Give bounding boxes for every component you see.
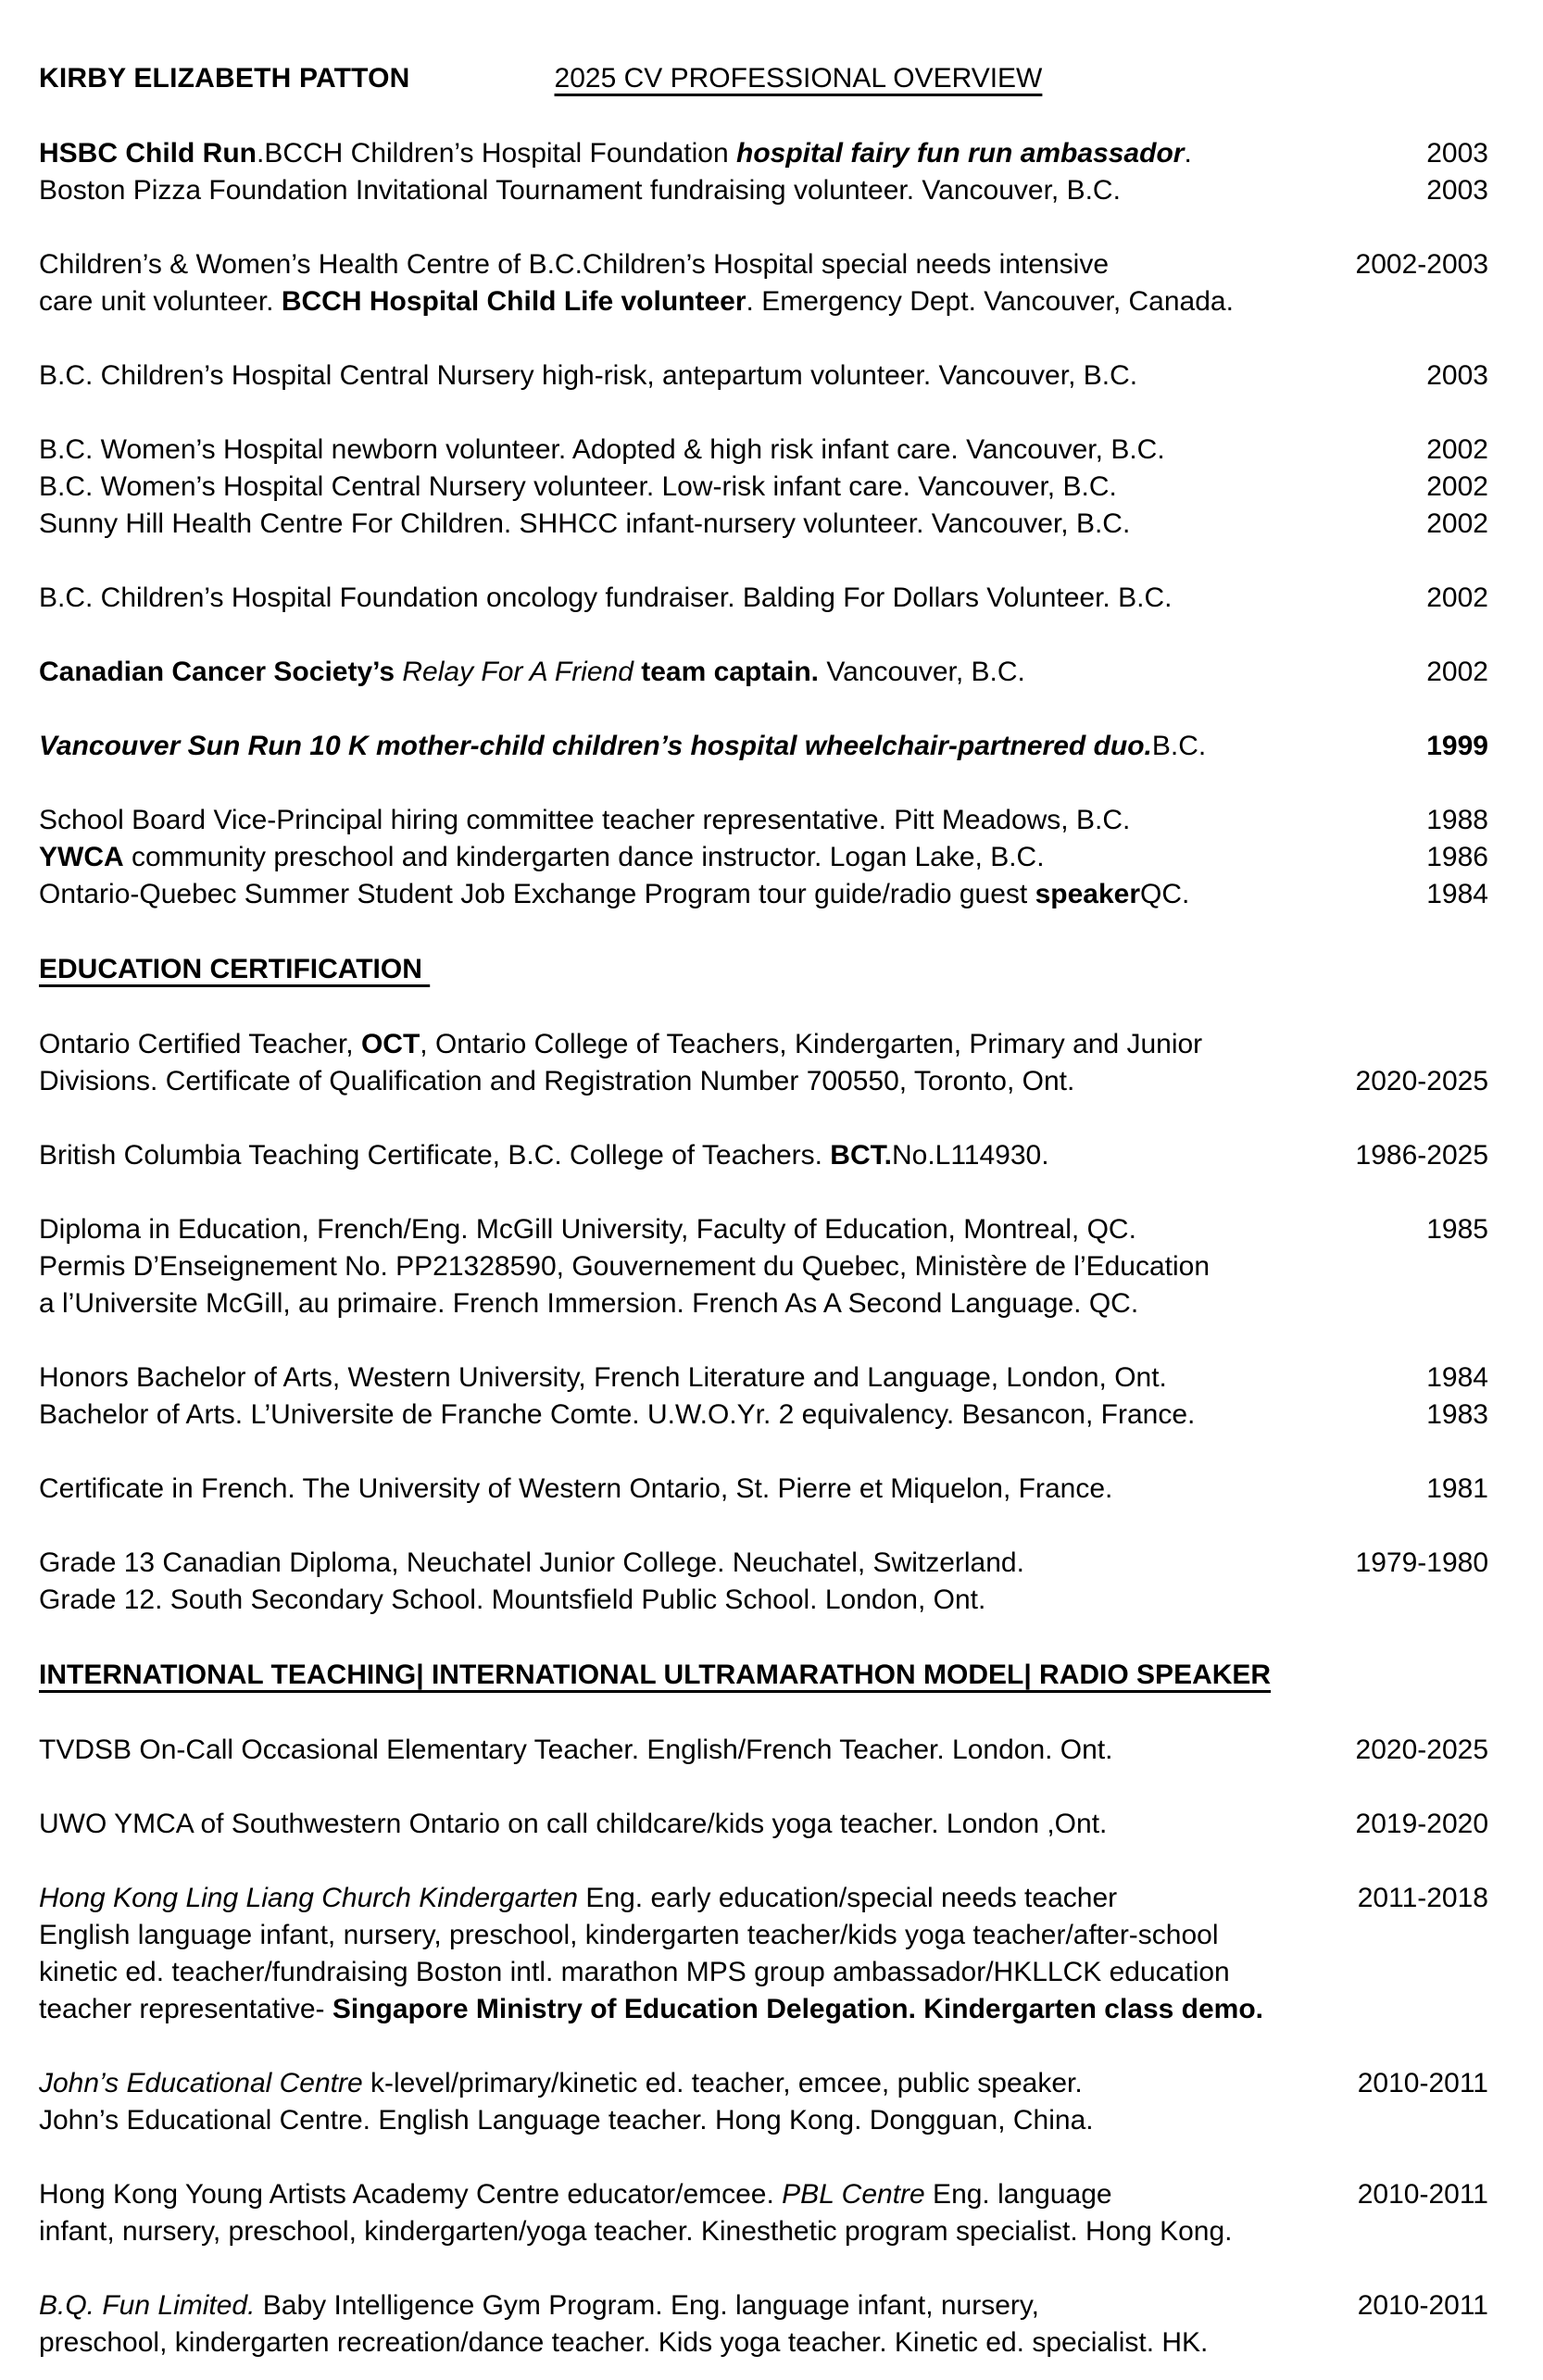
- cv-line: [39, 728, 1488, 765]
- cv-line-text: preschool, kindergarten recreation/dance teacher. Kids yoga teacher. Kinetic ed. specialist. HK.: [39, 2327, 1209, 2358]
- cv-date: 2003: [1426, 138, 1488, 169]
- cv-paragraph: [39, 1471, 1488, 1508]
- cv-line: [39, 876, 1488, 913]
- cv-line: [39, 1397, 1488, 1434]
- cv-line: [39, 1063, 1488, 1100]
- cv-line-text: teacher representative- Singapore Ministry of Education Delegation. Kindergarten class demo.: [39, 1994, 1264, 2024]
- cv-paragraph: [39, 1806, 1488, 1843]
- cv-date: 1986: [1426, 842, 1488, 872]
- cv-line: [39, 1137, 1488, 1174]
- cv-paragraph: [39, 357, 1488, 395]
- cv-line: [39, 1880, 1488, 1917]
- author-name: KIRBY ELIZABETH PATTON: [39, 63, 410, 94]
- cv-line: [39, 1471, 1488, 1508]
- cv-date: 1999: [1426, 731, 1488, 761]
- cv-line-text: kinetic ed. teacher/fundraising Boston intl. marathon MPS group ambassador/HKLLCK education: [39, 1957, 1230, 1987]
- cv-line: [39, 1211, 1488, 1248]
- section-heading: [39, 1656, 1488, 1695]
- cv-line-text: John’s Educational Centre k-level/primary/kinetic ed. teacher, emcee, public speaker.: [39, 2068, 1083, 2098]
- cv-date: 1984: [1426, 1362, 1488, 1393]
- cv-paragraph: [39, 802, 1488, 913]
- cv-line: [39, 357, 1488, 395]
- cv-line: [39, 172, 1488, 209]
- cv-paragraph: [39, 1137, 1488, 1174]
- cv-line: [39, 1732, 1488, 1769]
- cv-line-text: Canadian Cancer Society’s Relay For A Friend team captain. Vancouver, B.C.: [39, 657, 1025, 687]
- cv-date: 1981: [1426, 1473, 1488, 1504]
- cv-line-text: B.C. Women’s Hospital Central Nursery volunteer. Low-risk infant care. Vancouver, B.C.: [39, 471, 1117, 502]
- cv-line-text: John’s Educational Centre. English Language teacher. Hong Kong. Dongguan, China.: [39, 2105, 1094, 2136]
- cv-line: [39, 1582, 1488, 1619]
- cv-line-text: TVDSB On-Call Occasional Elementary Teacher. English/French Teacher. London. Ont.: [39, 1735, 1113, 1765]
- cv-line-text: B.C. Women’s Hospital newborn volunteer. Adopted & high risk infant care. Vancouver, B.C.: [39, 434, 1165, 465]
- cv-line-text: HSBC Child Run.BCCH Children’s Hospital Foundation hospital fairy fun run ambassador.: [39, 138, 1192, 169]
- cv-paragraph: [39, 580, 1488, 617]
- cv-date: 2011-2018: [1357, 1883, 1488, 1913]
- cv-date: 2020-2025: [1355, 1066, 1488, 1096]
- cv-paragraph: [39, 432, 1488, 543]
- cv-line: [39, 1917, 1488, 1954]
- cv-line-text: infant, nursery, preschool, kindergarten/yoga teacher. Kinesthetic program specialist. Hong Kong.: [39, 2216, 1233, 2247]
- cv-date: 2003: [1426, 360, 1488, 391]
- cv-paragraph: [39, 1359, 1488, 1434]
- cv-line: [39, 654, 1488, 691]
- cv-line: [39, 1545, 1488, 1582]
- cv-line: [39, 469, 1488, 506]
- cv-date: 1983: [1426, 1399, 1488, 1430]
- cv-line-text: Bachelor of Arts. L’Universite de Franche Comte. U.W.O.Yr. 2 equivalency. Besancon, France.: [39, 1399, 1196, 1430]
- cv-line-text: Sunny Hill Health Centre For Children. SHHCC infant-nursery volunteer. Vancouver, B.C.: [39, 508, 1131, 539]
- cv-line: [39, 802, 1488, 839]
- cv-line: [39, 839, 1488, 876]
- cv-date: 2002: [1426, 657, 1488, 687]
- cv-line-text: English language infant, nursery, preschool, kindergarten teacher/kids yoga teacher/after-school: [39, 1920, 1219, 1950]
- cv-paragraph: [39, 246, 1488, 320]
- cv-paragraph: [39, 1211, 1488, 1322]
- cv-line: [39, 246, 1488, 283]
- cv-line-text: Children’s & Women’s Health Centre of B.C.Children’s Hospital special needs intensive: [39, 249, 1110, 280]
- cv-line-text: Ontario-Quebec Summer Student Job Exchange Program tour guide/radio guest speakerQC.: [39, 879, 1190, 909]
- cv-line: [39, 432, 1488, 469]
- cv-body: [39, 135, 1488, 2361]
- cv-line: [39, 135, 1488, 172]
- cv-line-text: School Board Vice-Principal hiring committee teacher representative. Pitt Meadows, B.C.: [39, 805, 1131, 835]
- cv-line-text: Permis D’Enseignement No. PP21328590, Gouvernement du Quebec, Ministère de l’Education: [39, 1251, 1211, 1282]
- cv-date: 2002-2003: [1355, 249, 1488, 280]
- cv-line: [39, 1248, 1488, 1285]
- cv-paragraph: [39, 1732, 1488, 1769]
- cv-line-text: Certificate in French. The University of Western Ontario, St. Pierre et Miquelon, France.: [39, 1473, 1113, 1504]
- cv-line: [39, 506, 1488, 543]
- cv-line: [39, 1359, 1488, 1397]
- cv-line-text: Hong Kong Young Artists Academy Centre educator/emcee. PBL Centre Eng. language: [39, 2179, 1112, 2210]
- cv-date: 1986-2025: [1355, 1140, 1488, 1171]
- cv-paragraph: [39, 2176, 1488, 2250]
- cv-line-text: Vancouver Sun Run 10 K mother-child children’s hospital wheelchair-partnered duo.B.C.: [39, 731, 1207, 761]
- cv-line-text: care unit volunteer. BCCH Hospital Child Life volunteer. Emergency Dept. Vancouver, Canada.: [39, 286, 1234, 317]
- cv-line: [39, 1806, 1488, 1843]
- cv-line-text: Grade 12. South Secondary School. Mountsfield Public School. London, Ont.: [39, 1585, 986, 1615]
- cv-line-text: Diploma in Education, French/Eng. McGill University, Faculty of Education, Montreal, QC.: [39, 1214, 1136, 1245]
- cv-date: 1979-1980: [1355, 1547, 1488, 1578]
- cv-date: 2002: [1426, 582, 1488, 613]
- cv-paragraph: [39, 1880, 1488, 2028]
- cv-line: [39, 1991, 1488, 2028]
- cv-date: 2010-2011: [1357, 2290, 1488, 2321]
- cv-paragraph: [39, 135, 1488, 209]
- cv-line-text: Divisions. Certificate of Qualification and Registration Number 700550, Toronto, Ont.: [39, 1066, 1075, 1096]
- document-header: [39, 59, 1488, 98]
- cv-date: 2002: [1426, 471, 1488, 502]
- cv-line: [39, 2065, 1488, 2102]
- cv-line: [39, 2102, 1488, 2139]
- cv-line: [39, 2324, 1488, 2361]
- cv-paragraph: [39, 1026, 1488, 1100]
- cv-paragraph: [39, 2287, 1488, 2361]
- section-heading: [39, 950, 1488, 989]
- cv-line: [39, 2176, 1488, 2213]
- section-heading-text: EDUCATION CERTIFICATION: [39, 954, 431, 984]
- cv-date: 1984: [1426, 879, 1488, 909]
- cv-date: 2020-2025: [1355, 1735, 1488, 1765]
- cv-line: [39, 283, 1488, 320]
- cv-line-text: B.Q. Fun Limited. Baby Intelligence Gym Program. Eng. language infant, nursery,: [39, 2290, 1039, 2321]
- cv-line-text: Grade 13 Canadian Diploma, Neuchatel Junior College. Neuchatel, Switzerland.: [39, 1547, 1024, 1578]
- cv-line: [39, 2213, 1488, 2250]
- cv-line: [39, 1026, 1488, 1063]
- cv-line-text: UWO YMCA of Southwestern Ontario on call childcare/kids yoga teacher. London ,Ont.: [39, 1809, 1108, 1839]
- cv-date: 2019-2020: [1355, 1809, 1488, 1839]
- cv-date: 2002: [1426, 508, 1488, 539]
- cv-paragraph: [39, 728, 1488, 765]
- cv-line-text: Hong Kong Ling Liang Church Kindergarten Eng. early education/special needs teacher: [39, 1883, 1118, 1913]
- cv-date: 2002: [1426, 434, 1488, 465]
- cv-line-text: Boston Pizza Foundation Invitational Tournament fundraising volunteer. Vancouver, B.C.: [39, 175, 1121, 206]
- section-heading-text: INTERNATIONAL TEACHING| INTERNATIONAL ULTRAMARATHON MODEL| RADIO SPEAKER: [39, 1660, 1272, 1690]
- cv-line: [39, 580, 1488, 617]
- cv-line: [39, 1954, 1488, 1991]
- cv-line-text: a l’Universite McGill, au primaire. French Immersion. French As A Second Language. QC.: [39, 1288, 1139, 1319]
- cv-paragraph: [39, 1545, 1488, 1619]
- cv-line-text: Ontario Certified Teacher, OCT, Ontario College of Teachers, Kindergarten, Primary and Junior: [39, 1029, 1203, 1059]
- cv-line-text: YWCA community preschool and kindergarten dance instructor. Logan Lake, B.C.: [39, 842, 1045, 872]
- cv-date: 2010-2011: [1357, 2068, 1488, 2098]
- cv-line-text: B.C. Children’s Hospital Central Nursery high-risk, antepartum volunteer. Vancouver, B.C.: [39, 360, 1138, 391]
- cv-line: [39, 1285, 1488, 1322]
- document-title: 2025 CV PROFESSIONAL OVERVIEW: [554, 63, 1043, 94]
- cv-date: 1985: [1426, 1214, 1488, 1245]
- cv-line: [39, 2287, 1488, 2324]
- cv-line-text: British Columbia Teaching Certificate, B.C. College of Teachers. BCT.No.L114930.: [39, 1140, 1049, 1171]
- cv-paragraph: [39, 654, 1488, 691]
- cv-date: 2010-2011: [1357, 2179, 1488, 2210]
- cv-date: 2003: [1426, 175, 1488, 206]
- cv-paragraph: [39, 2065, 1488, 2139]
- cv-line-text: Honors Bachelor of Arts, Western University, French Literature and Language, London, Ont.: [39, 1362, 1167, 1393]
- cv-line-text: B.C. Children’s Hospital Foundation oncology fundraiser. Balding For Dollars Volunteer. B.C.: [39, 582, 1173, 613]
- cv-date: 1988: [1426, 805, 1488, 835]
